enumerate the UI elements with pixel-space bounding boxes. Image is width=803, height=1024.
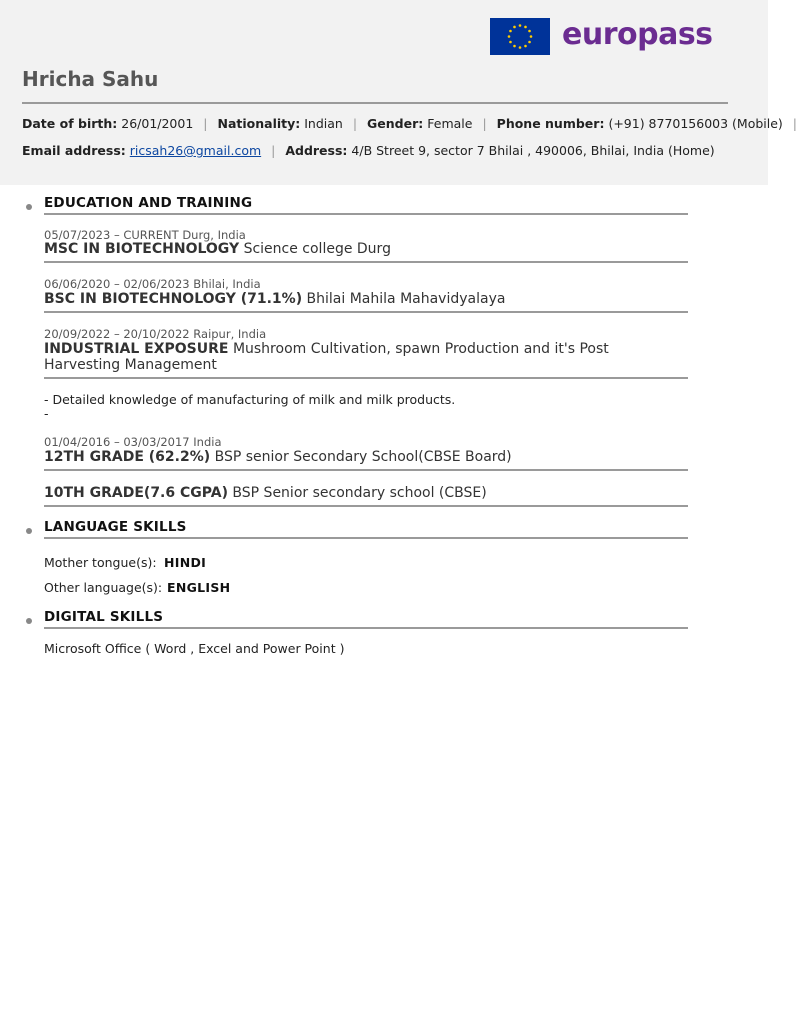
institution: BSP senior Secondary School(CBSE Board) bbox=[214, 449, 512, 465]
gender-value: Female bbox=[427, 116, 473, 131]
phone-label: Phone number: bbox=[496, 116, 605, 131]
section-divider bbox=[44, 627, 688, 629]
entry-meta: 05/07/2023 – CURRENT Durg, India bbox=[44, 228, 246, 242]
separator: | bbox=[203, 116, 208, 131]
separator: | bbox=[792, 116, 798, 131]
eu-star-icon bbox=[524, 45, 527, 48]
entry-meta: 01/04/2016 – 03/03/2017 India bbox=[44, 435, 222, 449]
eu-star-icon bbox=[519, 46, 522, 49]
personal-info-line-1 bbox=[22, 116, 803, 131]
degree-title: BSC IN BIOTECHNOLOGY (71.1%) bbox=[44, 291, 303, 307]
personal-info-line-2 bbox=[22, 143, 715, 158]
education-entry bbox=[44, 291, 674, 307]
separator: | bbox=[271, 143, 276, 158]
section-divider bbox=[44, 213, 688, 215]
eu-star-icon bbox=[513, 26, 516, 29]
eu-star-icon bbox=[509, 41, 512, 44]
other-languages-value: ENGLISH bbox=[167, 580, 231, 595]
degree-title: 12TH GRADE (62.2%) bbox=[44, 449, 211, 465]
person-name: Hricha Sahu bbox=[22, 67, 159, 91]
email-label: Email address: bbox=[22, 143, 126, 158]
eu-star-icon bbox=[530, 35, 533, 38]
entry-description: - Detailed knowledge of manufacturing of milk and milk products. bbox=[44, 392, 456, 407]
degree-title: INDUSTRIAL EXPOSURE bbox=[44, 341, 229, 357]
entry-meta: 20/09/2022 – 20/10/2022 Raipur, India bbox=[44, 327, 267, 341]
europass-logo: europass bbox=[562, 17, 713, 52]
entry-divider bbox=[44, 505, 688, 507]
education-entry bbox=[44, 449, 674, 465]
language-section-title: LANGUAGE SKILLS bbox=[44, 519, 187, 535]
section-divider bbox=[44, 537, 688, 539]
header-divider bbox=[22, 102, 728, 104]
address-value: 4/B Street 9, sector 7 Bhilai , 490006, Bhilai, India (Home) bbox=[351, 143, 715, 158]
digital-section-title: DIGITAL SKILLS bbox=[44, 609, 164, 625]
separator: | bbox=[482, 116, 487, 131]
address-label: Address: bbox=[285, 143, 348, 158]
dob-value: 26/01/2001 bbox=[121, 116, 194, 131]
eu-star-icon bbox=[519, 24, 522, 27]
mother-tongue-value: HINDI bbox=[164, 555, 207, 570]
entry-divider bbox=[44, 377, 688, 379]
entry-meta: 06/06/2020 – 02/06/2023 Bhilai, India bbox=[44, 277, 261, 291]
eu-star-icon bbox=[528, 30, 531, 33]
eu-star-icon bbox=[513, 45, 516, 48]
section-bullet-icon bbox=[26, 618, 32, 624]
entry-description: - bbox=[44, 406, 49, 421]
phone-value: (+91) 8770156003 (Mobile) bbox=[608, 116, 783, 131]
gender-label: Gender: bbox=[367, 116, 424, 131]
dob-label: Date of birth: bbox=[22, 116, 118, 131]
institution: Bhilai Mahila Mahavidyalaya bbox=[306, 291, 506, 307]
education-section-title: EDUCATION AND TRAINING bbox=[44, 195, 253, 211]
institution: BSP Senior secondary school (CBSE) bbox=[232, 485, 487, 501]
eu-flag-icon bbox=[490, 18, 550, 55]
digital-skills-text: Microsoft Office ( Word , Excel and Power Point ) bbox=[44, 641, 345, 656]
mother-tongue-label: Mother tongue(s): bbox=[44, 555, 157, 570]
eu-star-icon bbox=[508, 35, 511, 38]
email-link[interactable]: ricsah26@gmail.com bbox=[129, 143, 262, 158]
entry-divider bbox=[44, 261, 688, 263]
nationality-value: Indian bbox=[304, 116, 343, 131]
section-bullet-icon bbox=[26, 204, 32, 210]
education-entry bbox=[44, 485, 674, 501]
education-entry bbox=[44, 341, 674, 373]
education-entry bbox=[44, 241, 674, 257]
entry-divider bbox=[44, 311, 688, 313]
degree-title: 10TH GRADE(7.6 CGPA) bbox=[44, 485, 228, 501]
degree-title: MSC IN BIOTECHNOLOGY bbox=[44, 241, 240, 257]
other-languages-label: Other language(s): bbox=[44, 580, 163, 595]
section-bullet-icon bbox=[26, 528, 32, 534]
nationality-label: Nationality: bbox=[217, 116, 301, 131]
eu-star-icon bbox=[509, 30, 512, 33]
separator: | bbox=[352, 116, 358, 131]
institution: Mushroom Cultivation, spawn Production and it's Post Harvesting Management bbox=[44, 341, 609, 373]
entry-divider bbox=[44, 469, 688, 471]
eu-star-icon bbox=[528, 41, 531, 44]
eu-star-icon bbox=[524, 26, 527, 29]
institution: Science college Durg bbox=[243, 241, 391, 257]
